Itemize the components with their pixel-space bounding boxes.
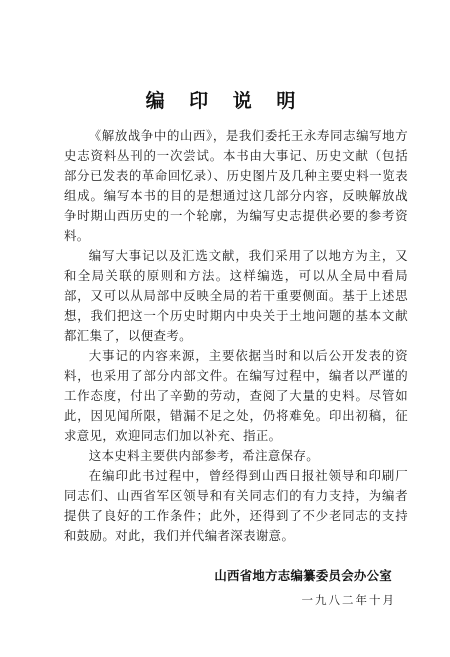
paragraph-sources: 大事记的内容来源，主要依据当时和以后公开发表的资料，也采用了部分内部文件。在编写过程中，编者以严谨的工作态度，付出了辛勤的劳动，查阅了大量的史料。尽管如此，因见闻所限，错漏不足之处，仍将难免。印出初稿，征求意见，欢迎同志们加以补充、指正。 (64, 348, 408, 443)
paragraph-intro: 《解放战争中的山西》，是我们委托王永寿同志编写地方史志资料丛刊的一次尝试。本书由大事记、历史文献（包括部分已发表的革命回忆录）、历史图片及几种主要史料一览表组成。编写本书的目的是想通过这几部分内容，反映解放战争时期山西历史的一个轮廓，为编写史志提供必要的参考资料。 (64, 128, 408, 243)
page-title: 编 印 说 明 (145, 90, 305, 112)
paragraph-notice: 这本史料主要供内部参考，希注意保存。 (88, 448, 320, 463)
signature-organization: 山西省地方志编纂委员会办公室 (214, 568, 392, 583)
document-body (64, 126, 408, 546)
paragraph-thanks: 在编印此书过程中，曾经得到山西日报社领导和印刷厂同志们、山西省军区领导和有关同志们的有力支持，为编者提供了良好的工作条件；此外，还得到了不少老同志的支持和鼓励。对此，我们并代编者深表谢意。 (64, 468, 408, 543)
signature-date: 一九八二年十月 (301, 593, 396, 607)
paragraph-method: 编写大事记以及汇选文献，我们采用了以地方为主，又和全局关联的原则和方法。这样编选，可以从全局中看局部，又可以从局部中反映全局的若干重要侧面。基于上述思想，我们把这一个历史时期内中央关于土地问题的基本文献都汇集了，以便查考。 (64, 248, 408, 343)
